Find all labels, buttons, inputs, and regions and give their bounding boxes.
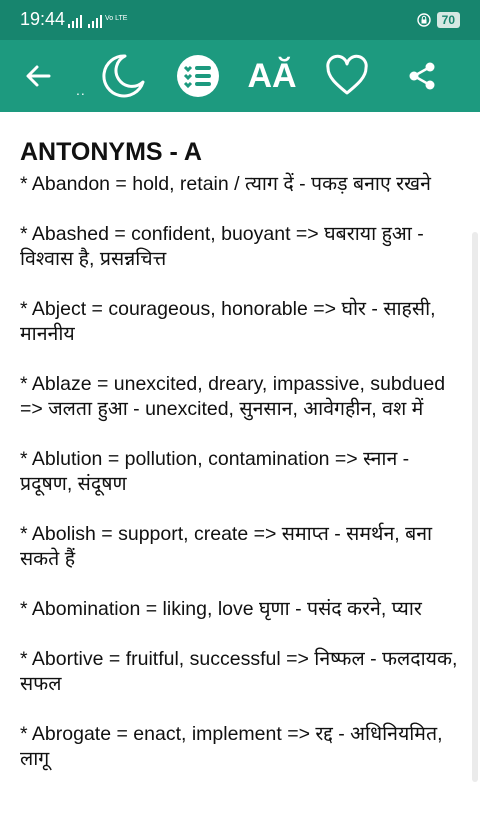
signal-icon	[66, 12, 128, 30]
page-title: ANTONYMS - A	[20, 138, 202, 166]
entry-ablaze: * Ablaze = unexcited, dreary, impassive, subdued => जलता हुआ - unexcited, सुनसान, आवेगहीन, वश में	[20, 373, 446, 420]
list-icon	[176, 54, 220, 98]
entry-abandon: * Abandon = hold, retain / त्याग दें - पकड़ बनाए रखने	[20, 173, 431, 195]
scrollbar[interactable]	[472, 232, 478, 782]
back-button[interactable]	[14, 40, 62, 112]
entry-abashed: * Abashed = confident, buoyant => घबराया हुआ - विश्वास है, प्रसन्नचित्त	[20, 223, 424, 270]
entry-abject: * Abject = courageous, honorable => घोर - साहसी, माननीय	[20, 298, 436, 345]
font-size-icon: AĂ	[247, 57, 297, 95]
lock-circle-icon	[417, 13, 431, 27]
entry-ablution: * Ablution = pollution, contamination => स्नान - प्रदूषण, संदूषण	[20, 448, 410, 495]
font-size-button[interactable]	[244, 40, 300, 112]
night-mode-button[interactable]	[96, 40, 150, 112]
toolbar	[0, 40, 480, 112]
moon-icon	[99, 52, 147, 100]
entry-abolish: * Abolish = support, create => समाप्त - समर्थन, बना सकते हैं	[20, 523, 433, 570]
entry-abomination: * Abomination = liking, love घृणा - पसंद करने, प्यार	[20, 598, 422, 620]
status-right	[417, 12, 460, 28]
share-icon	[407, 61, 437, 91]
back-arrow-icon	[23, 61, 53, 91]
document-view[interactable]	[0, 112, 480, 833]
toolbar-dots: ..	[76, 82, 86, 98]
entry-abortive: * Abortive = fruitful, successful => निष्फल - फलदायक, सफल	[20, 648, 458, 695]
heart-icon	[324, 55, 370, 97]
favorite-button[interactable]	[320, 40, 374, 112]
network-label: Vo LTE	[105, 15, 128, 22]
status-bar	[0, 0, 480, 40]
battery-indicator: 70	[437, 12, 460, 28]
contents-button[interactable]	[172, 40, 224, 112]
entry-abrogate: * Abrogate = enact, implement => रद्द - अधिनियमित, लागू	[20, 723, 443, 770]
document	[20, 138, 465, 772]
status-time: 19:44	[20, 9, 66, 29]
share-button[interactable]	[400, 40, 444, 112]
